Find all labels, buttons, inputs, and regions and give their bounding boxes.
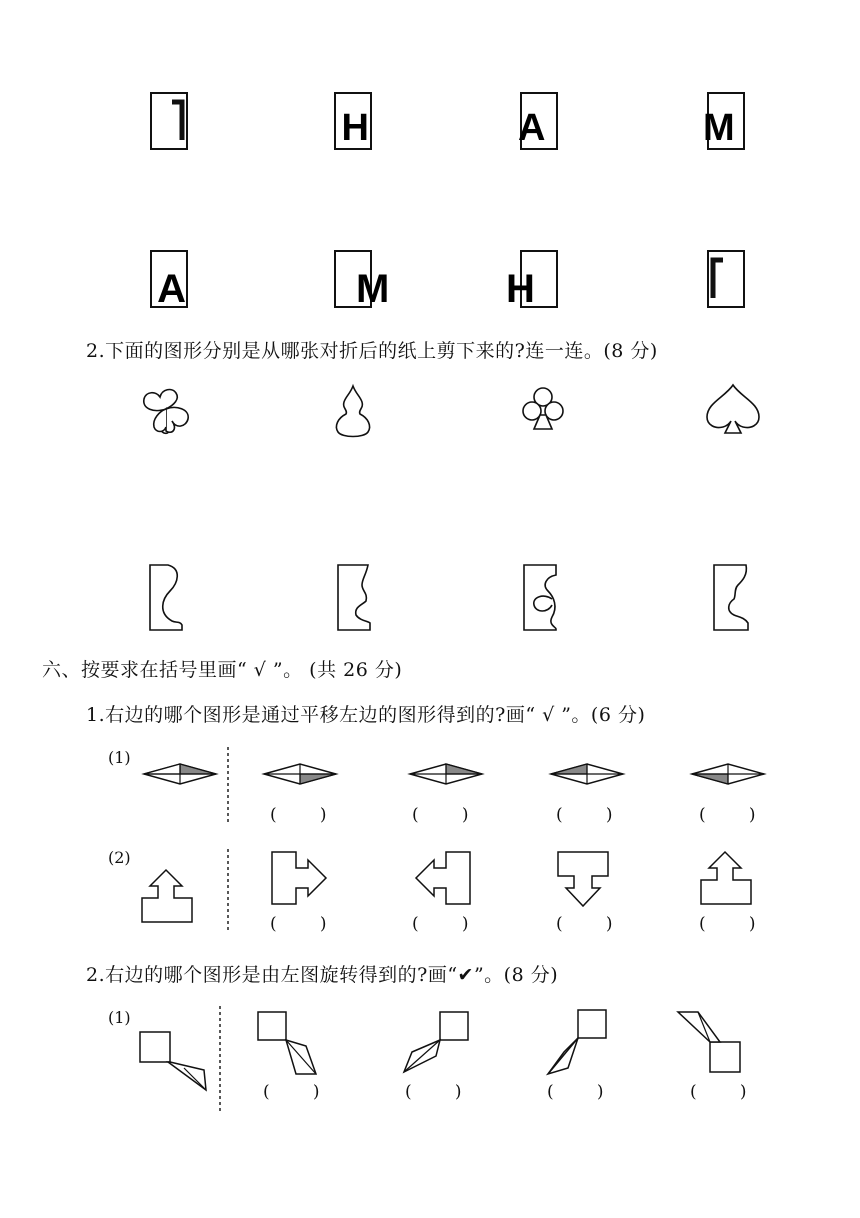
rotation-option-a (256, 1010, 320, 1076)
letter-card-6-glyph: M (356, 267, 390, 311)
letter-card-6 (334, 250, 390, 311)
letter-card-2 (334, 92, 374, 152)
section-6-heading: 六、按要求在括号里画“ √ ”。 (共 26 分) (42, 659, 403, 681)
rhombus-option-d (690, 763, 766, 785)
answer-blank-1a[interactable]: ( ) (270, 805, 327, 825)
rotation-original (138, 1030, 210, 1092)
answer-blank-1b[interactable]: ( ) (412, 805, 469, 825)
problem-label-3: (1) (108, 1008, 131, 1027)
answer-blank-3c[interactable]: ( ) (547, 1082, 604, 1102)
answer-blank-3a[interactable]: ( ) (263, 1082, 320, 1102)
trefoil-shape (138, 385, 198, 437)
answer-blank-2d[interactable]: ( ) (699, 914, 756, 934)
letter-card-3-glyph: A (518, 107, 546, 149)
letter-card-4 (703, 92, 747, 152)
arrow-option-a (270, 850, 330, 906)
letter-card-8 (707, 250, 747, 310)
folded-paper-1 (148, 563, 192, 633)
question-5-2: 2.下面的图形分别是从哪张对折后的纸上剪下来的?连一连。(8 分) (86, 340, 658, 362)
letter-card-3 (520, 92, 560, 152)
folded-paper-4 (712, 563, 756, 633)
letter-card-7 (506, 250, 560, 311)
club-shape (518, 385, 568, 435)
letter-card-7-glyph: H (506, 267, 535, 311)
folded-paper-2 (336, 563, 380, 633)
rotation-option-b (400, 1010, 472, 1076)
question-6-1: 1.右边的哪个图形是通过平移左边的图形得到的?画“ √ ”。(6 分) (86, 704, 646, 726)
spade-shape (703, 383, 763, 437)
letter-card-2-glyph: H (341, 107, 369, 149)
answer-blank-2c[interactable]: ( ) (556, 914, 613, 934)
letter-card-4-glyph: M (703, 107, 735, 149)
answer-blank-1c[interactable]: ( ) (556, 805, 613, 825)
divider-2 (227, 849, 231, 931)
arrow-option-c (556, 850, 612, 910)
answer-blank-3b[interactable]: ( ) (405, 1082, 462, 1102)
arrow-option-d (699, 848, 755, 906)
answer-blank-2a[interactable]: ( ) (270, 914, 327, 934)
answer-blank-3d[interactable]: ( ) (690, 1082, 747, 1102)
arrow-option-b (412, 850, 472, 906)
divider-3 (219, 1006, 223, 1112)
rhombus-option-b (408, 763, 484, 785)
problem-label-1: (1) (108, 748, 131, 767)
letter-card-5-glyph: A (157, 267, 186, 311)
arrow-shape-original (140, 868, 196, 924)
rhombus-original (142, 763, 218, 785)
answer-blank-1d[interactable]: ( ) (699, 805, 756, 825)
gourd-shape (332, 382, 376, 442)
rotation-option-d (676, 1008, 746, 1076)
rhombus-option-a (262, 763, 338, 785)
folded-paper-3 (522, 563, 566, 633)
rhombus-option-c (549, 763, 625, 785)
answer-blank-2b[interactable]: ( ) (412, 914, 469, 934)
question-6-2: 2.右边的哪个图形是由左图旋转得到的?画“✔”。(8 分) (86, 964, 559, 986)
divider-1 (227, 747, 231, 823)
problem-label-2: (2) (108, 848, 131, 867)
letter-card-5 (150, 250, 190, 310)
letter-card-1 (150, 92, 190, 152)
rotation-option-c (544, 1008, 610, 1078)
